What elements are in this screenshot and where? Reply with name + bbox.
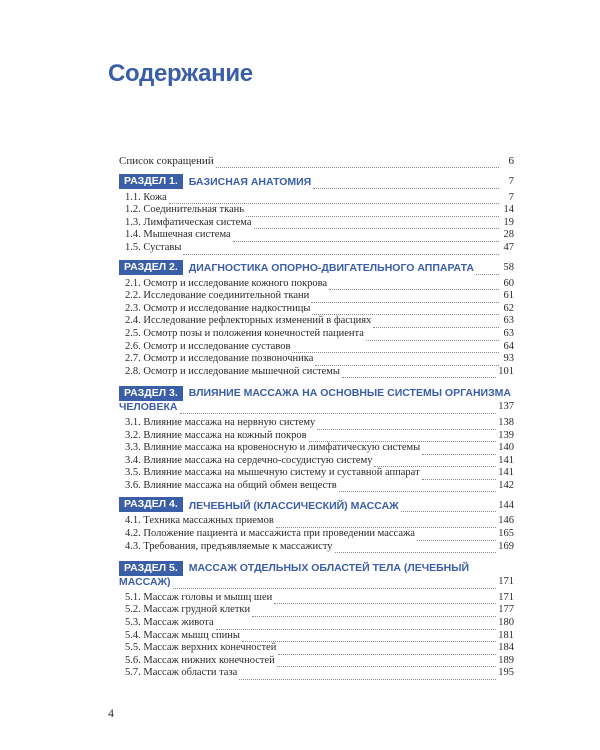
toc-entry-page: 6 <box>508 155 514 167</box>
toc-entry-title: 3.4. Влияние массажа на сердечно-сосудистую систему <box>125 454 373 466</box>
toc-entry-page: 189 <box>498 654 514 666</box>
toc-entry-page: 62 <box>503 302 514 314</box>
dot-leader <box>233 232 499 242</box>
section-page: 171 <box>498 576 514 588</box>
dot-leader <box>239 670 496 680</box>
dot-leader <box>373 318 499 328</box>
toc-entry-title: 5.2. Массаж грудной клетки <box>125 604 251 616</box>
section-title: ДИАГНОСТИКА ОПОРНО-ДВИГАТЕЛЬНОГО АППАРАТА <box>188 261 474 274</box>
toc-entry-title: 1.1. Кожа <box>125 191 167 203</box>
toc-entry[interactable] <box>119 592 514 605</box>
toc-entry-page: 61 <box>503 290 514 302</box>
page-number: 4 <box>108 706 114 720</box>
dot-leader <box>317 420 496 430</box>
dot-leader <box>366 331 499 341</box>
toc-entry-page: 177 <box>498 604 514 616</box>
toc-entry-title: 3.6. Влияние массажа на общий обмен веществ <box>125 479 337 491</box>
toc-entry[interactable] <box>119 229 514 242</box>
toc-entry-page: 28 <box>503 229 514 241</box>
toc-entry-title: 1.2. Соединительная ткань <box>125 204 245 216</box>
dot-leader <box>216 158 499 168</box>
toc-entry-page: 47 <box>503 241 514 253</box>
toc-entry-page: 141 <box>498 467 514 479</box>
toc-entry-title: 3.1. Влияние массажа на нервную систему <box>125 416 316 428</box>
toc-entry-title: 5.7. Массаж области таза <box>125 667 238 679</box>
dot-leader <box>401 502 497 512</box>
section-page: 58 <box>503 261 514 273</box>
dot-leader <box>278 645 496 655</box>
dot-leader <box>274 594 496 604</box>
page-title: Содержание <box>108 60 253 87</box>
dot-leader <box>329 280 499 290</box>
dot-leader <box>312 305 499 315</box>
dot-leader <box>374 457 496 467</box>
toc-entry-page: 141 <box>498 454 514 466</box>
toc-entry-page: 19 <box>503 216 514 228</box>
toc-entry[interactable] <box>119 353 514 366</box>
toc-entry-title: 4.2. Положение пациента и массажиста при проведении массажа <box>125 528 415 540</box>
dot-leader <box>422 445 496 455</box>
section-title-line-1: ВЛИЯНИЕ МАССАЖА НА ОСНОВНЫЕ СИСТЕМЫ ОРГАНИЗМА <box>188 387 511 400</box>
toc-entry[interactable] <box>119 290 514 303</box>
dot-leader <box>339 482 497 492</box>
toc-entry-title: 3.3. Влияние массажа на кровеносную и лимфатическую системы <box>125 442 421 454</box>
toc-entry-title: 2.2. Исследование соединительной ткани <box>125 290 310 302</box>
dot-leader <box>313 179 499 189</box>
toc-entry[interactable] <box>119 480 514 493</box>
toc-entry-page: 165 <box>498 528 514 540</box>
toc-entry-page: 171 <box>498 591 514 603</box>
toc-entry[interactable] <box>119 242 514 255</box>
toc-entry[interactable] <box>119 341 514 354</box>
toc-entry-title: 4.1. Техника массажных приемов <box>125 515 274 527</box>
toc-entry-title: 1.5. Суставы <box>125 241 182 253</box>
toc-entry[interactable] <box>119 366 514 379</box>
toc-entry[interactable] <box>119 541 514 554</box>
toc-entry-title: 5.3. Массаж живота <box>125 617 214 629</box>
toc-entry[interactable] <box>119 604 514 617</box>
toc-entry[interactable] <box>119 630 514 643</box>
dot-leader <box>309 432 497 442</box>
toc-entry-page: 169 <box>498 540 514 552</box>
toc-entry[interactable] <box>119 303 514 316</box>
dot-leader <box>476 265 499 275</box>
dot-leader <box>246 207 499 217</box>
toc-entry-title: 5.6. Массаж нижних конечностей <box>125 654 275 666</box>
section-5-header[interactable] <box>119 558 514 589</box>
toc-entry-page: 63 <box>503 327 514 339</box>
dot-leader <box>173 579 497 589</box>
section-page: 144 <box>498 499 514 511</box>
toc-entry-title: 1.3. Лимфатическая система <box>125 216 252 228</box>
toc-entry-title: 2.3. Осмотр и исследование надкостницы <box>125 302 311 314</box>
toc-entry-abbreviations[interactable] <box>119 155 514 168</box>
section-label: РАЗДЕЛ 1. <box>119 174 183 189</box>
toc-entry-title: 2.4. Исследование рефлекторных изменений в фасциях <box>125 315 372 327</box>
section-3-header[interactable] <box>119 383 514 414</box>
toc-entry-title: 2.5. Осмотр позы и положения конечностей пациента <box>125 327 364 339</box>
section-2-header[interactable] <box>119 260 514 275</box>
toc-entry[interactable] <box>119 204 514 217</box>
section-page: 137 <box>498 401 514 413</box>
toc-entry-page: 14 <box>503 204 514 216</box>
toc-entry-title: 2.1. Осмотр и исследование кожного покрова <box>125 277 328 289</box>
toc-entry-title: 4.3. Требования, предъявляемые к массажисту <box>125 540 333 552</box>
toc-entry-title: Список сокращений <box>119 155 214 167</box>
toc-entry[interactable] <box>119 192 514 205</box>
toc-entry-page: 181 <box>498 629 514 641</box>
dot-leader <box>169 194 499 204</box>
toc-entry-title: 5.5. Массаж верхних конечностей <box>125 642 277 654</box>
toc-entry-page: 146 <box>498 515 514 527</box>
toc-entry-title: 1.4. Мышечная система <box>125 229 231 241</box>
toc-entry-page: 180 <box>498 617 514 629</box>
section-label: РАЗДЕЛ 4. <box>119 497 183 512</box>
toc-entry-page: 63 <box>503 315 514 327</box>
toc-entry-page: 142 <box>498 479 514 491</box>
toc-entry[interactable] <box>119 328 514 341</box>
toc-entry-page: 93 <box>503 353 514 365</box>
dot-leader <box>183 245 499 255</box>
toc-entry-page: 60 <box>503 277 514 289</box>
dot-leader <box>311 293 499 303</box>
toc-entry[interactable] <box>119 278 514 291</box>
section-title-line-2: МАССАЖ) <box>119 576 171 589</box>
toc-entry-page: 140 <box>498 442 514 454</box>
toc-entry-title: 5.4. Массаж мышц спины <box>125 629 240 641</box>
toc-entry-page: 101 <box>498 365 514 377</box>
toc-entry[interactable] <box>119 617 514 630</box>
section-label: РАЗДЕЛ 3. <box>119 386 183 401</box>
dot-leader <box>252 607 496 617</box>
toc-entry-title: 2.7. Осмотр и исследование позвоночника <box>125 353 314 365</box>
dot-leader <box>422 470 497 480</box>
toc-entry-page: 195 <box>498 667 514 679</box>
dot-leader <box>276 518 496 528</box>
toc-entry[interactable] <box>119 667 514 680</box>
section-title-line-2: ЧЕЛОВЕКА <box>119 401 178 414</box>
section-1-header[interactable] <box>119 174 514 189</box>
toc-entry-page: 7 <box>508 191 514 203</box>
toc-entry[interactable] <box>119 467 514 480</box>
dot-leader <box>417 531 496 541</box>
toc-entry[interactable] <box>119 455 514 468</box>
section-label: РАЗДЕЛ 2. <box>119 260 183 275</box>
toc-entry[interactable] <box>119 430 514 443</box>
section-title-line-1: МАССАЖ ОТДЕЛЬНЫХ ОБЛАСТЕЙ ТЕЛА (ЛЕЧЕБНЫЙ <box>188 562 470 575</box>
toc-entry[interactable] <box>119 442 514 455</box>
toc-entry-title: 3.2. Влияние массажа на кожный покров <box>125 429 307 441</box>
toc-entry[interactable] <box>119 655 514 668</box>
toc-entry-title: 3.5. Влияние массажа на мышечную систему и суставной аппарат <box>125 467 420 479</box>
toc-entry-title: 5.1. Массаж головы и мышц шеи <box>125 591 273 603</box>
toc-entry-title: 2.6. Осмотр и исследование суставов <box>125 340 291 352</box>
section-title: БАЗИСНАЯ АНАТОМИЯ <box>188 176 312 188</box>
dot-leader <box>242 632 496 642</box>
section-title: ЛЕЧЕБНЫЙ (КЛАССИЧЕСКИЙ) МАССАЖ <box>188 499 399 512</box>
toc-entry[interactable] <box>119 515 514 528</box>
toc-entry[interactable] <box>119 417 514 430</box>
toc-entry-page: 184 <box>498 642 514 654</box>
dot-leader <box>335 543 497 553</box>
toc-entry[interactable] <box>119 315 514 328</box>
dot-leader <box>342 368 496 378</box>
toc-entry[interactable] <box>119 528 514 541</box>
dot-leader <box>180 404 497 414</box>
toc-entry[interactable] <box>119 642 514 655</box>
section-4-header[interactable] <box>119 497 514 512</box>
dot-leader <box>277 657 497 667</box>
dot-leader <box>315 356 499 366</box>
toc-entry-title: 2.8. Осмотр и исследование мышечной системы <box>125 365 340 377</box>
toc-entry-page: 139 <box>498 429 514 441</box>
section-page: 7 <box>508 176 514 187</box>
section-label: РАЗДЕЛ 5. <box>119 561 183 576</box>
toc-entry[interactable] <box>119 217 514 230</box>
dot-leader <box>292 343 499 353</box>
dot-leader <box>216 620 497 630</box>
dot-leader <box>254 219 499 229</box>
toc-entry-page: 138 <box>498 416 514 428</box>
toc-entry-page: 64 <box>503 340 514 352</box>
table-of-contents <box>119 155 514 680</box>
